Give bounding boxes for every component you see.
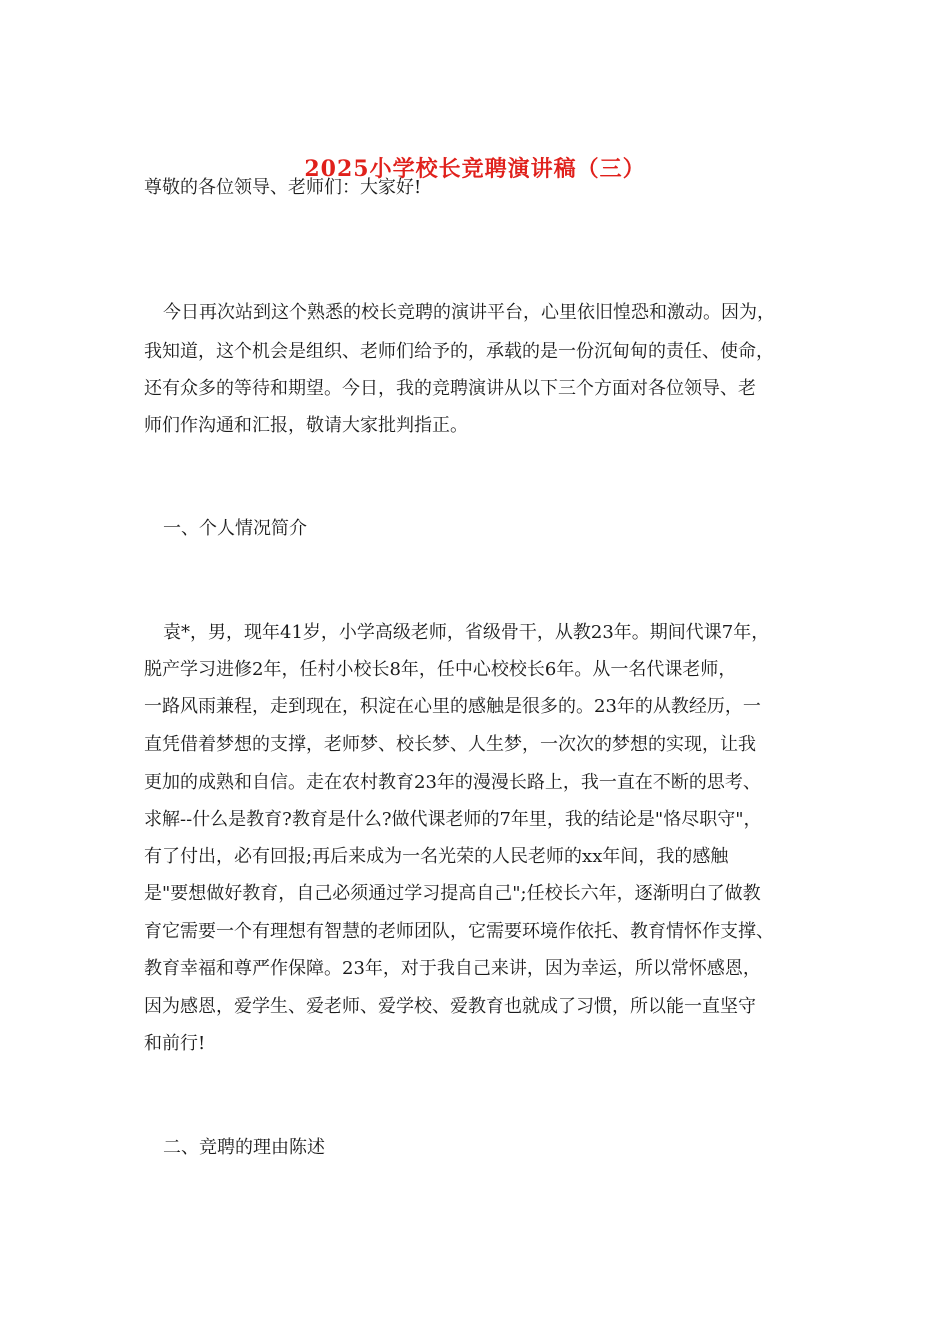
section1-line: 更加的成熟和自信。走在农村教育23年的漫漫长路上，我一直在不断的思考、 [144, 772, 761, 793]
section1-line: 教育幸福和尊严作保障。23年，对于我自己来讲，因为幸运，所以常怀感恩， [144, 958, 761, 979]
section1-line: 有了付出，必有回报;再后来成为一名光荣的人民老师的xx年间，我的感触 [144, 846, 729, 867]
intro-line: 师们作沟通和汇报，敬请大家批判指正。 [144, 415, 468, 436]
section1-line: 和前行! [144, 1033, 206, 1054]
section-heading-1: 一、个人情况简介 [163, 518, 307, 539]
intro-line: 我知道，这个机会是组织、老师们给予的，承载的是一份沉甸甸的责任、使命， [144, 341, 774, 362]
section-heading-2: 二、竞聘的理由陈述 [163, 1137, 325, 1158]
section1-line: 一路风雨兼程，走到现在，积淀在心里的感触是很多的。23年的从教经历，一 [144, 696, 761, 717]
intro-line: 今日再次站到这个熟悉的校长竞聘的演讲平台，心里依旧惶恐和激动。因为， [163, 302, 775, 323]
section1-line: 是"要想做好教育，自己必须通过学习提高自己";任校长六年，逐渐明白了做教 [144, 883, 761, 904]
section1-line: 直凭借着梦想的支撑，老师梦、校长梦、人生梦，一次次的梦想的实现，让我 [144, 734, 756, 755]
document-title: 2025小学校长竞聘演讲稿（三） [304, 156, 646, 182]
section1-line: 求解--什么是教育?教育是什么?做代课老师的7年里，我的结论是"恪尽职守"， [144, 809, 762, 830]
section1-line: 袁*，男，现年41岁，小学高级老师，省级骨干，从教23年。期间代课7年， [163, 622, 770, 643]
section1-line: 因为感恩，爱学生、爱老师、爱学校、爱教育也就成了习惯，所以能一直坚守 [144, 996, 756, 1017]
section1-line: 育它需要一个有理想有智慧的老师团队，它需要环境作依托、教育情怀作支撑、 [144, 921, 774, 942]
intro-line: 还有众多的等待和期望。今日，我的竞聘演讲从以下三个方面对各位领导、老 [144, 378, 756, 399]
section1-line: 脱产学习进修2年，任村小校长8年，任中心校校长6年。从一名代课老师， [144, 659, 737, 680]
greeting: 尊敬的各位领导、老师们：大家好! [144, 177, 422, 198]
